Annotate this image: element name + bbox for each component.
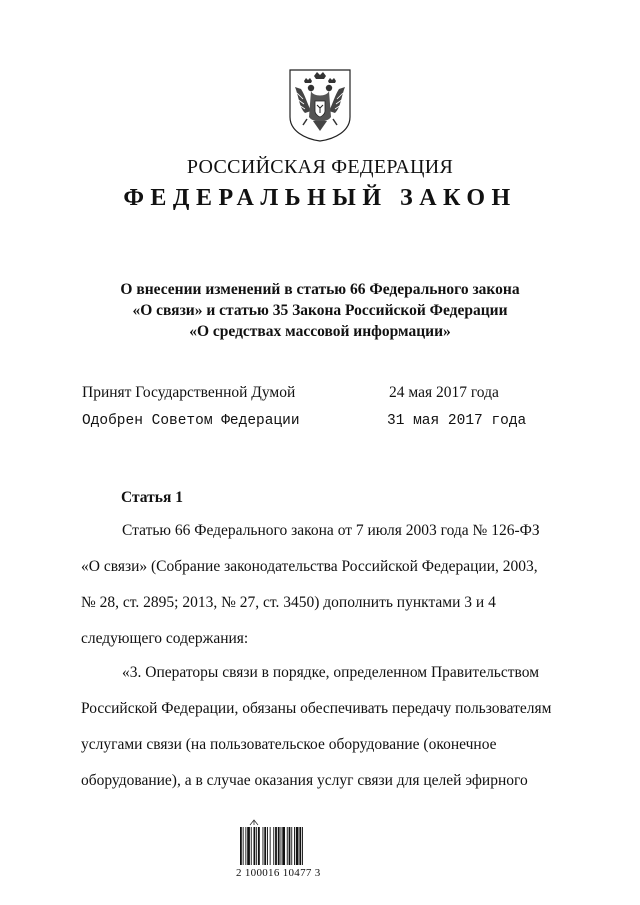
duma-adoption-date: 24 мая 2017 года <box>389 384 499 401</box>
article-heading: Статья 1 <box>121 489 183 506</box>
paragraph-line: «3. Операторы связи в порядке, определенном Правительством <box>122 664 540 681</box>
article-paragraph-2 <box>81 655 559 799</box>
law-title-line: «О средствах массовой информации» <box>189 323 451 340</box>
law-title-line: О внесении изменений в статью 66 Федерального закона <box>120 281 520 298</box>
paragraph-line: Статью 66 Федерального закона от 7 июля 2003 года № 126-ФЗ <box>122 522 540 539</box>
barcode-number: 2 100016 10477 3 <box>236 867 321 879</box>
council-approval-label: Одобрен Советом Федерации <box>82 413 300 429</box>
law-title-line: «О связи» и статью 35 Закона Российской Федерации <box>132 302 508 319</box>
paragraph-line: оборудование), а в случае оказания услуг связи для целей эфирного <box>81 772 528 789</box>
country-name: РОССИЙСКАЯ ФЕДЕРАЦИЯ <box>186 156 454 178</box>
article-paragraph-1 <box>81 513 559 657</box>
paragraph-line: услугами связи (на пользовательское оборудование (оконечное <box>81 736 497 753</box>
paragraph-line: Российской Федерации, обязаны обеспечивать передачу пользователям <box>81 700 552 717</box>
paragraph-line: № 28, ст. 2895; 2013, № 27, ст. 3450) дополнить пунктами 3 и 4 <box>81 594 496 611</box>
law-type-heading: ФЕДЕРАЛЬНЫЙ ЗАКОН <box>123 185 517 211</box>
russian-coat-of-arms-icon <box>287 67 353 143</box>
council-approval-date: 31 мая 2017 года <box>387 413 527 429</box>
barcode-icon <box>238 817 324 869</box>
paragraph-line: следующего содержания: <box>81 630 249 647</box>
paragraph-line: «О связи» (Собрание законодательства Российской Федерации, 2003, <box>81 558 538 575</box>
law-title <box>90 279 550 342</box>
duma-adoption-label: Принят Государственной Думой <box>82 384 296 401</box>
